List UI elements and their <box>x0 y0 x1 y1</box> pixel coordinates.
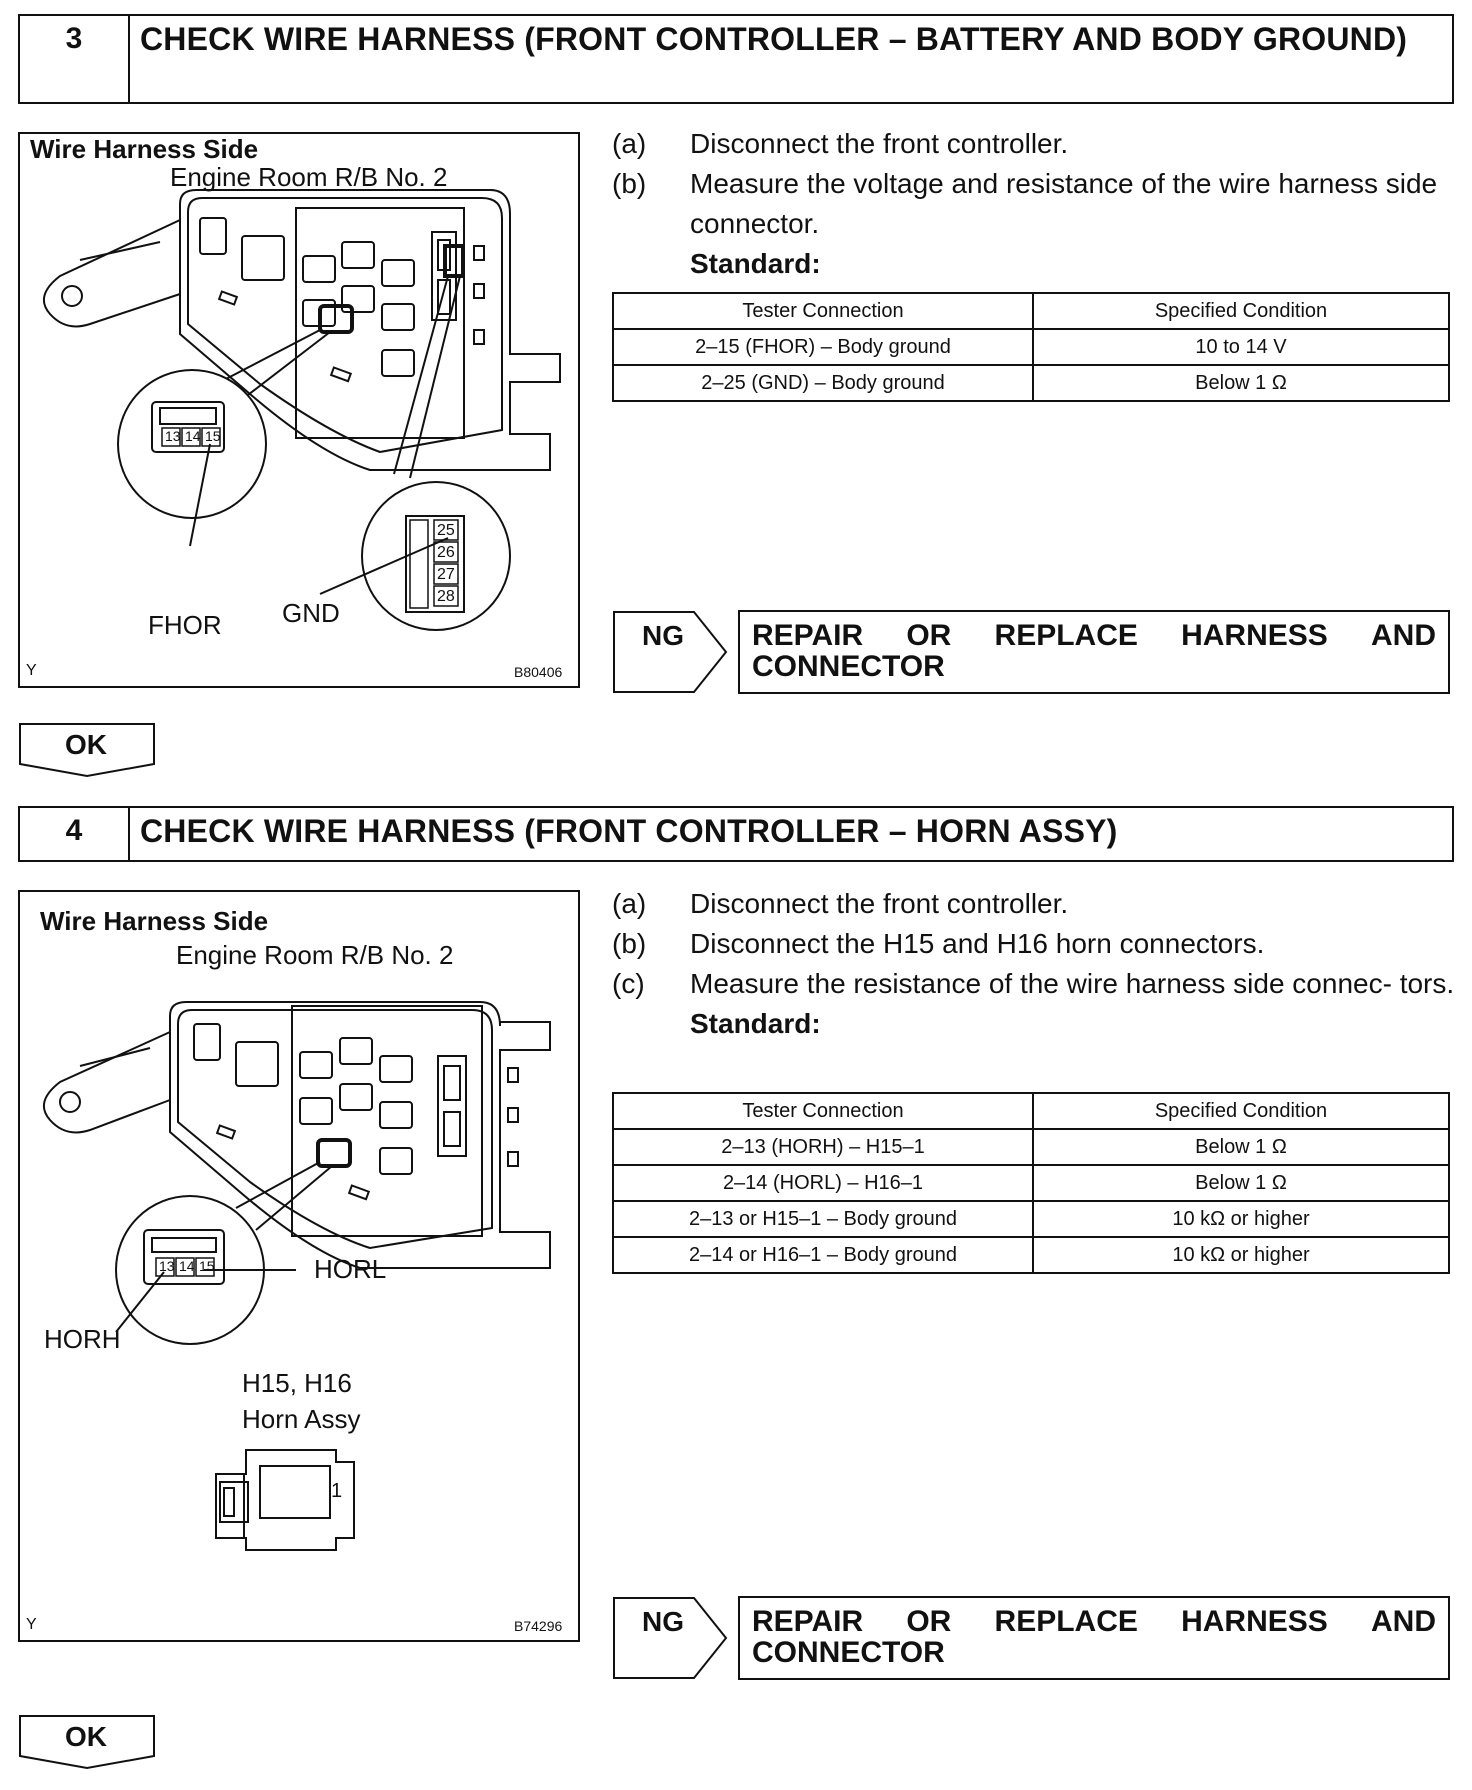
cell-connection: 2–14 or H16–1 – Body ground <box>613 1237 1033 1273</box>
step4-label-horl: HORL <box>314 1254 387 1284</box>
word: AND <box>1371 1605 1436 1638</box>
step3-label-fhor: FHOR <box>148 610 222 640</box>
step4-spec-table <box>612 1092 1450 1274</box>
step3-pin-14: 14 <box>185 428 201 444</box>
cell-connection: 2–25 (GND) – Body ground <box>613 365 1033 401</box>
step3-corner-code: Y <box>26 662 37 679</box>
step4-pin-13: 13 <box>159 1258 175 1274</box>
cell-connection: 2–13 (HORH) – H15–1 <box>613 1129 1033 1165</box>
step3-instruction-b <box>612 164 1456 244</box>
step3-header <box>18 14 1454 104</box>
step4-figure-id: B74296 <box>514 1618 563 1634</box>
word: REPAIR <box>752 1605 864 1638</box>
step4-label-horh: HORH <box>44 1324 121 1354</box>
step3-pin-27: 27 <box>437 566 455 583</box>
table-header-row <box>613 293 1449 329</box>
step4-instruction-c <box>612 964 1456 1004</box>
step3-figure <box>18 132 580 688</box>
step3-standard-label: Standard: <box>690 248 821 279</box>
step3-spec-table <box>612 292 1450 402</box>
step4-instruction-a <box>612 884 1456 924</box>
step3-figure-id: B80406 <box>514 664 563 680</box>
step4-header <box>18 806 1454 862</box>
step4-number: 4 <box>20 808 130 860</box>
step4-ng-label: NG <box>642 1606 684 1637</box>
table-row <box>613 329 1449 365</box>
step3-instructions <box>612 124 1456 284</box>
header-tester-connection: Tester Connection <box>613 1093 1033 1129</box>
table-row <box>613 1129 1449 1165</box>
step4-ng-branch <box>612 1596 1450 1680</box>
header-specified-condition: Specified Condition <box>1033 293 1449 329</box>
word: AND <box>1371 619 1436 652</box>
step4-pin-15: 15 <box>199 1258 215 1274</box>
word: HARNESS <box>1181 1605 1328 1638</box>
cell-condition: 10 kΩ or higher <box>1033 1201 1449 1237</box>
step-label: (a) <box>612 888 647 919</box>
cell-condition: Below 1 Ω <box>1033 1165 1449 1201</box>
step3-pin-26: 26 <box>437 544 455 561</box>
step-text: Measure the resistance of the wire harness side connec- tors. <box>690 968 1455 999</box>
step-text: Disconnect the front controller. <box>690 888 1069 919</box>
step3-title: CHECK WIRE HARNESS (FRONT CONTROLLER – BATTERY AND BODY GROUND) <box>140 21 1408 57</box>
step4-relay-block-diagram <box>20 892 582 1644</box>
cell-condition: 10 to 14 V <box>1033 329 1449 365</box>
step-text: Measure the voltage and resistance of the wire harness side connector. <box>690 168 1438 239</box>
step4-title: CHECK WIRE HARNESS (FRONT CONTROLLER – HORN ASSY) <box>140 813 1118 849</box>
step3-pin-15: 15 <box>205 428 221 444</box>
word: REPLACE <box>994 619 1138 652</box>
step4-horn-pin-1: 1 <box>331 1480 343 1502</box>
step3-ng-label: NG <box>642 620 684 651</box>
step3-figure-heading: Wire Harness Side <box>30 134 259 164</box>
step3-instruction-a <box>612 124 1456 164</box>
step4-horn-title-1: H15, H16 <box>242 1368 352 1398</box>
word: CONNECTOR <box>752 650 945 683</box>
header-specified-condition: Specified Condition <box>1033 1093 1449 1129</box>
step4-instruction-b <box>612 924 1456 964</box>
cell-connection: 2–15 (FHOR) – Body ground <box>613 329 1033 365</box>
word: CONNECTOR <box>752 1636 945 1669</box>
step4-figure-subheading: Engine Room R/B No. 2 <box>176 940 454 970</box>
step-label: (a) <box>612 128 647 159</box>
step3-pin-25: 25 <box>437 522 455 539</box>
word: REPLACE <box>994 1605 1138 1638</box>
step-text: Disconnect the front controller. <box>690 128 1069 159</box>
cell-connection: 2–13 or H15–1 – Body ground <box>613 1201 1033 1237</box>
step3-number: 3 <box>20 16 130 102</box>
step4-ok-branch <box>18 1714 158 1770</box>
step4-horn-title-2: Horn Assy <box>242 1404 361 1434</box>
table-row <box>613 365 1449 401</box>
table-header-row <box>613 1093 1449 1129</box>
step4-pin-14: 14 <box>179 1258 195 1274</box>
step4-instructions <box>612 884 1456 1044</box>
step3-label-gnd: GND <box>282 598 340 628</box>
step3-pin-28: 28 <box>437 588 455 605</box>
cell-connection: 2–14 (HORL) – H16–1 <box>613 1165 1033 1201</box>
word: OR <box>906 1605 952 1638</box>
header-tester-connection: Tester Connection <box>613 293 1033 329</box>
step3-ok-branch <box>18 722 158 778</box>
step-text: Disconnect the H15 and H16 horn connectors. <box>690 928 1265 959</box>
step4-figure-heading: Wire Harness Side <box>40 906 269 936</box>
word: REPAIR <box>752 619 864 652</box>
step4-corner-code: Y <box>26 1616 37 1633</box>
step3-ng-action <box>738 610 1450 694</box>
step-label: (b) <box>612 168 647 199</box>
cell-condition: Below 1 Ω <box>1033 1129 1449 1165</box>
step4-ng-action <box>738 1596 1450 1680</box>
step-label: (b) <box>612 928 647 959</box>
table-row <box>613 1237 1449 1273</box>
table-row <box>613 1201 1449 1237</box>
step3-ok-label: OK <box>65 729 107 760</box>
step-label: (c) <box>612 968 645 999</box>
step4-figure <box>18 890 580 1642</box>
word: OR <box>906 619 952 652</box>
step4-ok-label: OK <box>65 1721 107 1752</box>
step3-figure-subheading: Engine Room R/B No. 2 <box>170 162 448 192</box>
table-row <box>613 1165 1449 1201</box>
word: HARNESS <box>1181 619 1328 652</box>
cell-condition: 10 kΩ or higher <box>1033 1237 1449 1273</box>
step3-ng-branch <box>612 610 1450 694</box>
step4-standard-label: Standard: <box>690 1008 821 1039</box>
step3-pin-13: 13 <box>165 428 181 444</box>
cell-condition: Below 1 Ω <box>1033 365 1449 401</box>
